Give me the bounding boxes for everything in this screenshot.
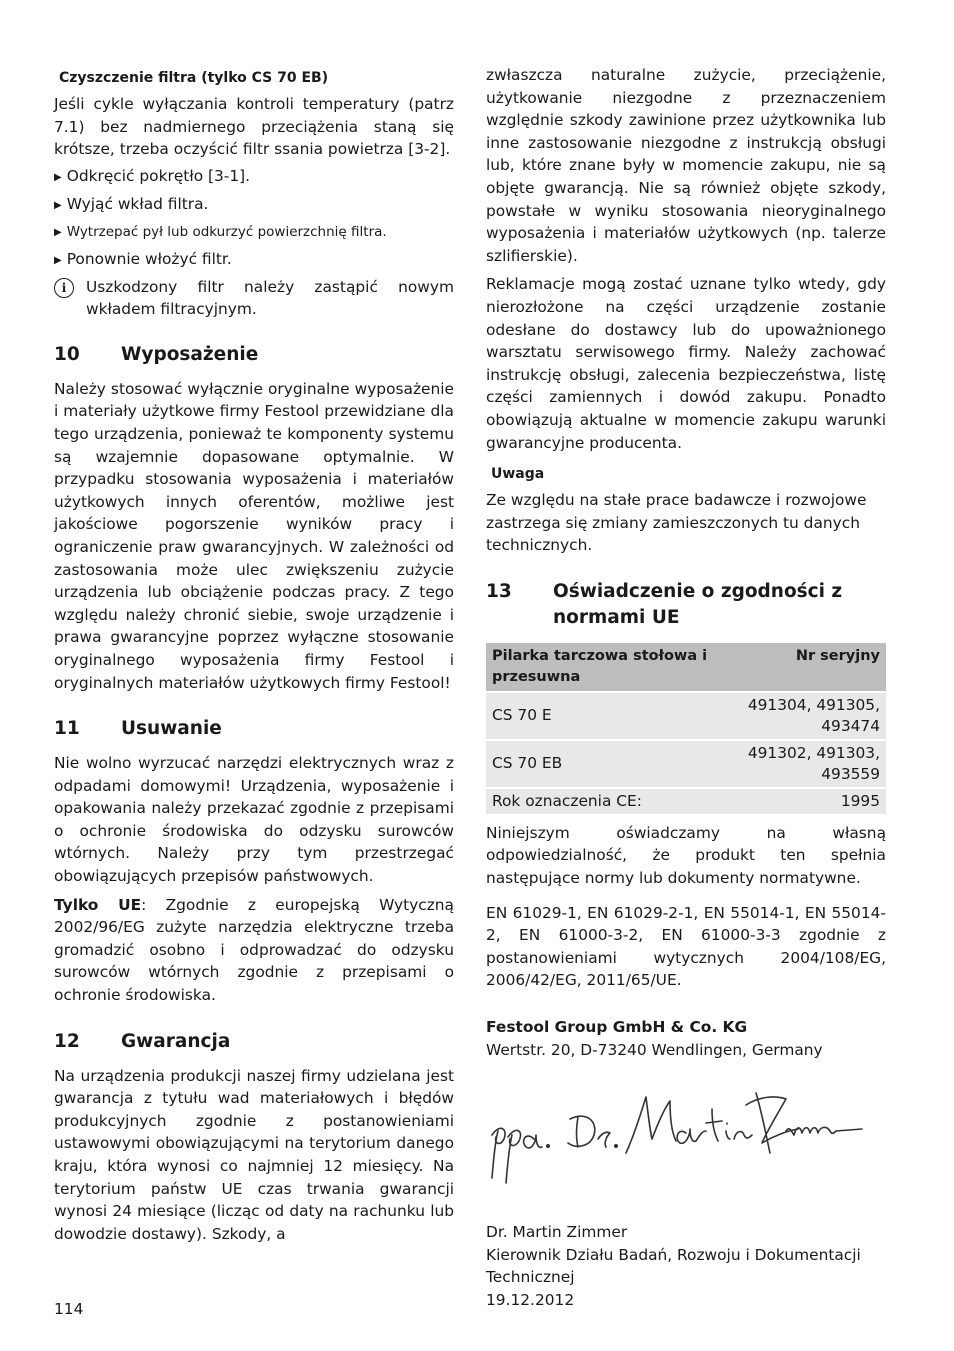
warranty-continued-text: zwłaszcza naturalne zużycie, przeciążenie, użytkowanie niezgodne z przeznaczeniem względnie szkody zawinione przez użytkownika lub inne zastosowanie niezgodne z instrukcją obsługi lub, które znane były w momencie zakupu, nie są objęte gwarancją. Nie są również objęte szkody, powstałe w wyniku stosowania nieoryginalnego wyposażenia i materiałów użytkowych (np. talerze szlifierskie). (486, 66, 886, 265)
table-row: CS 70 E 491304, 491305, 493474 (486, 693, 886, 739)
triangle-bullet-icon: ▶ (54, 171, 62, 183)
section-12-heading: 12 Gwarancja (54, 1030, 231, 1052)
standards-text: EN 61029-1, EN 61029-2-1, EN 55014-1, EN 55014-2, EN 61000-3-2, EN 61000-3-3 zgodnie z postanowieniami wytycznych 2004/108/EG, 2006/42/EG, 2011/65/UE. (486, 903, 886, 990)
table-row: CS 70 EB 491302, 491303, 493559 (486, 741, 886, 787)
triangle-bullet-icon: ▶ (54, 199, 62, 211)
claims-text: Reklamacje mogą zostać uznane tylko wtedy, gdy nierozłożone na części urządzenie zostanie odesłane do dostawcy lub do upoważnionego warsztatu serwisowego firmy. Należy zachować instrukcję obsługi, zalecenia bezpieczeństwa, listę części zamiennych i dowód zakupu. Ponadto obowiązują aktualne w momencie zakupu warunki gwarancyjne producenta. (486, 275, 886, 452)
table-header-product: Pilarka tarczowa stołowa i przesuwna (486, 643, 726, 691)
info-note: i Uszkodzony filtr należy zastąpić nowym wkładem filtracyjnym. (54, 276, 454, 320)
left-column (54, 64, 454, 1245)
handwritten-signature (486, 1083, 866, 1193)
table-header-serial: Nr seryjny (726, 643, 886, 691)
filter-steps (54, 165, 454, 273)
section-10-heading: 10 Wyposażenie (54, 343, 259, 365)
declaration-text: Niniejszym oświadczamy na własną odpowiedzialność, że produkt ten spełnia następujące normy lub dokumenty normatywne. (486, 823, 886, 888)
signer-role: Kierownik Działu Badań, Rozwoju i Dokumentacji Technicznej (486, 1245, 861, 1287)
company-name: Festool Group GmbH & Co. KG (486, 1018, 748, 1037)
uwaga-heading: Uwaga (491, 466, 545, 483)
section-12-text: Na urządzenia produkcji naszej firmy udzielana jest gwarancja z tytułu wad materiałowych i błędów produkcyjnych zgodnie z postanowieniami ustawowymi obowiązującymi na terytorium danego kraju, która wynosi co najmniej 12 miesięcy. Na terytorium państw UE czas trwania gwarancji wynosi 24 miesiące (licząc od daty na rachunku lub dowodzie dostawy). Szkody, a (54, 1066, 454, 1243)
list-item: ▶ Odkręcić pokrętło [3-1]. (54, 165, 454, 190)
list-item: ▶ Wyjąć wkład filtra. (54, 193, 454, 218)
filter-heading: Czyszczenie filtra (tylko CS 70 EB) (59, 70, 329, 86)
list-item: ▶ Ponownie włożyć filtr. (54, 248, 454, 273)
signer-name: Dr. Martin Zimmer (486, 1223, 628, 1242)
company-address: Wertstr. 20, D-73240 Wendlingen, Germany (486, 1040, 823, 1059)
section-10-text: Należy stosować wyłącznie oryginalne wyposażenie i materiały użytkowe firmy Festool przewidziane dla tego urządzenia, ponieważ te komponenty systemu są wzajemnie dopasowane optymalnie. W przypadku stosowania wyposażenia i materiałów użytkowych innych oferentów, możliwe jest jakościowe pogorszenie wyników pracy i ograniczenie praw gwarancyjnych. W zależności od zastosowania może ulec zwiększeniu zużycie urządzenia lub obciążenie podczas pracy. Z tego względu należy chronić siebie, swoje urządzenie i prawa gwarancyjne poprzez wyłączne stosowanie oryginalnego wyposażenia firmy Festool i oryginalnych materiałów użytkowych firmy Festool! (54, 379, 454, 692)
section-11-eu-text: Tylko UE: Zgodnie z europejską Wytyczną 2002/96/EG zużyte narzędzia elektryczne trzeba gromadzić osobno i odprowadzać do odzysku surowców wtórnych zgodnie z przepisami o ochronie środowiska. (54, 895, 454, 1005)
table-header-row (486, 643, 886, 691)
triangle-bullet-icon: ▶ (54, 254, 62, 266)
section-11-text: Nie wolno wyrzucać narzędzi elektrycznych wraz z odpadami domowymi! Urządzenia, wyposażenie i opakowania należy przekazać zgodnie z przepisami o ochronie środowiska do odzysku surowców wtórnych. Należy przy tym przestrzegać obowiązujących przepisów państwowych. (54, 754, 454, 886)
signature-date: 19.12.2012 (486, 1291, 575, 1309)
section-13-heading: 13 Oświadczenie o zgodności z normami UE (486, 580, 843, 628)
section-11-heading: 11 Usuwanie (54, 718, 222, 740)
filter-intro: Jeśli cykle wyłączania kontroli temperatury (patrz 7.1) bez nadmiernego przeciążenia staną się krótsze, trzeba oczyścić filtr ssania powietrza [3-2]. (54, 95, 454, 159)
table-row: Rok oznaczenia CE: 1995 (486, 789, 886, 814)
info-icon: i (54, 278, 74, 298)
list-item: ▶ Wytrzepać pył lub odkurzyć powierzchnię filtra. (54, 221, 454, 245)
page-number: 114 (54, 1300, 84, 1318)
serial-number-table (486, 641, 886, 816)
uwaga-text: Ze względu na stałe prace badawcze i rozwojowe zastrzega się zmiany zamieszczonych tu danych technicznych. (486, 491, 867, 555)
triangle-bullet-icon: ▶ (54, 226, 62, 238)
right-column (486, 64, 886, 1312)
